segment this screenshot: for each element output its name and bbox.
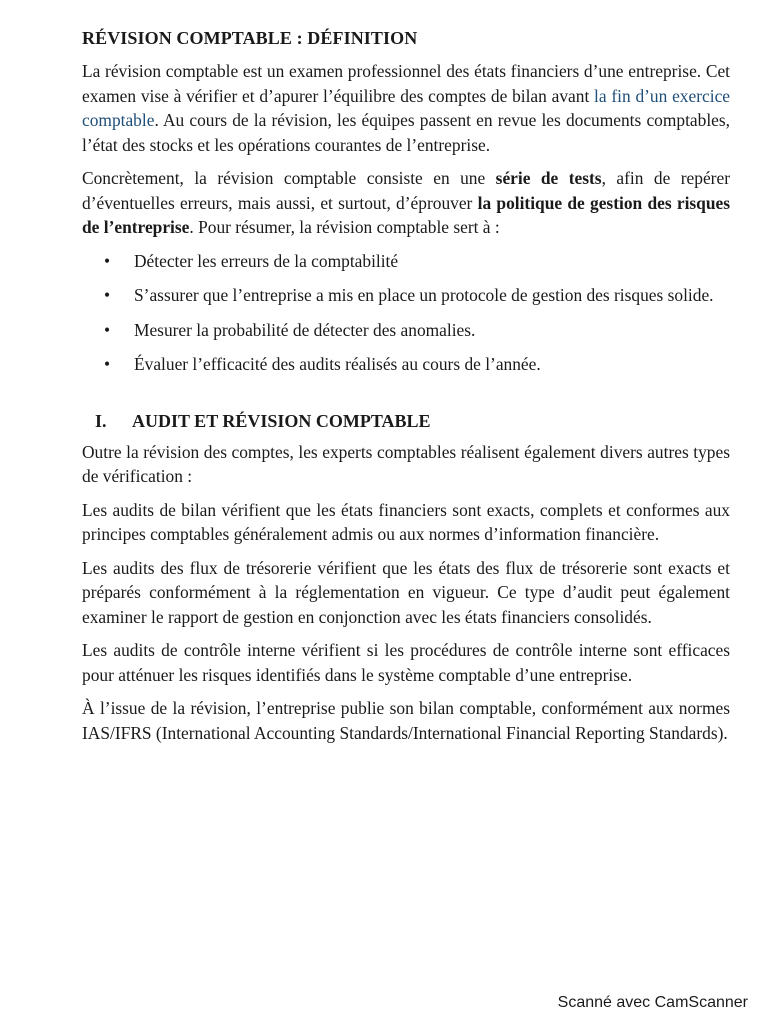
list-item-text: S’assurer que l’entreprise a mis en place un protocole de gestion des risques solide.	[134, 285, 714, 305]
bullet-icon: •	[104, 354, 111, 374]
purpose-list	[82, 249, 730, 377]
list-item	[82, 318, 730, 343]
tests-text-1: Concrètement, la révision comptable consiste en une	[82, 168, 496, 188]
bullet-icon: •	[104, 250, 111, 271]
exercice-comptable-link[interactable]: la fin d’un exercice comptable	[82, 85, 731, 130]
list-item	[82, 283, 730, 308]
section-paragraph: À l’issue de la révision, l’entreprise publie son bilan comptable, conformément aux normes IAS/IFRS (International Accounting Standards/International Financial Reporting Standards).	[82, 698, 730, 743]
list-item-text: Mesurer la probabilité de détecter des anomalies.	[134, 319, 476, 340]
tests-paragraph	[82, 166, 730, 240]
bullet-icon: •	[104, 285, 111, 305]
serie-de-tests-bold: série de tests	[495, 168, 602, 188]
section-title: AUDIT ET RÉVISION COMPTABLE	[132, 410, 431, 431]
bullet-icon: •	[104, 319, 111, 340]
list-item-text: Évaluer l’efficacité des audits réalisés au cours de l’année.	[134, 354, 541, 374]
intro-paragraph	[82, 59, 730, 157]
camscanner-watermark: Scanné avec CamScanner	[557, 994, 748, 1011]
intro-text-start: La révision comptable est un examen professionnel des états financiers d’une entreprise. Cet examen vise à vérifier et d’apurer l’équilibre des comptes de bilan avant	[82, 61, 730, 106]
page-title: RÉVISION COMPTABLE : DÉFINITION	[82, 28, 418, 48]
list-item	[82, 249, 730, 274]
section-number: I.	[95, 410, 107, 431]
tests-text-3: . Pour résumer, la révision comptable sert à :	[189, 217, 500, 237]
section-paragraph: Les audits de contrôle interne vérifient si les procédures de contrôle interne sont efficaces pour atténuer les risques identifiés dans le système comptable d’une entreprise.	[82, 640, 730, 685]
section-paragraph: Les audits des flux de trésorerie vérifient que les états des flux de trésorerie sont exacts et préparés conformément à la réglementation en vigueur. Ce type d’audit peut également examiner le rapport de gestion en conjonction avec les états financiers consolidés.	[82, 557, 730, 627]
list-item-text: Détecter les erreurs de la comptabilité	[134, 250, 399, 271]
document-page	[82, 28, 730, 754]
section-paragraph: Les audits de bilan vérifient que les états financiers sont exacts, complets et conformes aux principes comptables généralement admis ou aux normes d’information financière.	[82, 499, 730, 544]
section-paragraph: Outre la révision des comptes, les experts comptables réalisent également divers autres types de vérification :	[82, 441, 730, 486]
tests-text-2: , afin de repérer d’éventuelles erreurs, mais aussi, et surtout, d’éprouver	[82, 168, 730, 213]
section-heading	[82, 411, 730, 432]
politique-risques-bold: la politique de gestion des risques de l’entreprise	[82, 192, 731, 237]
list-item	[82, 352, 730, 377]
intro-text-end: . Au cours de la révision, les équipes passent en revue les documents comptables, l’état des stocks et les opérations courantes de l’entreprise.	[82, 110, 730, 155]
